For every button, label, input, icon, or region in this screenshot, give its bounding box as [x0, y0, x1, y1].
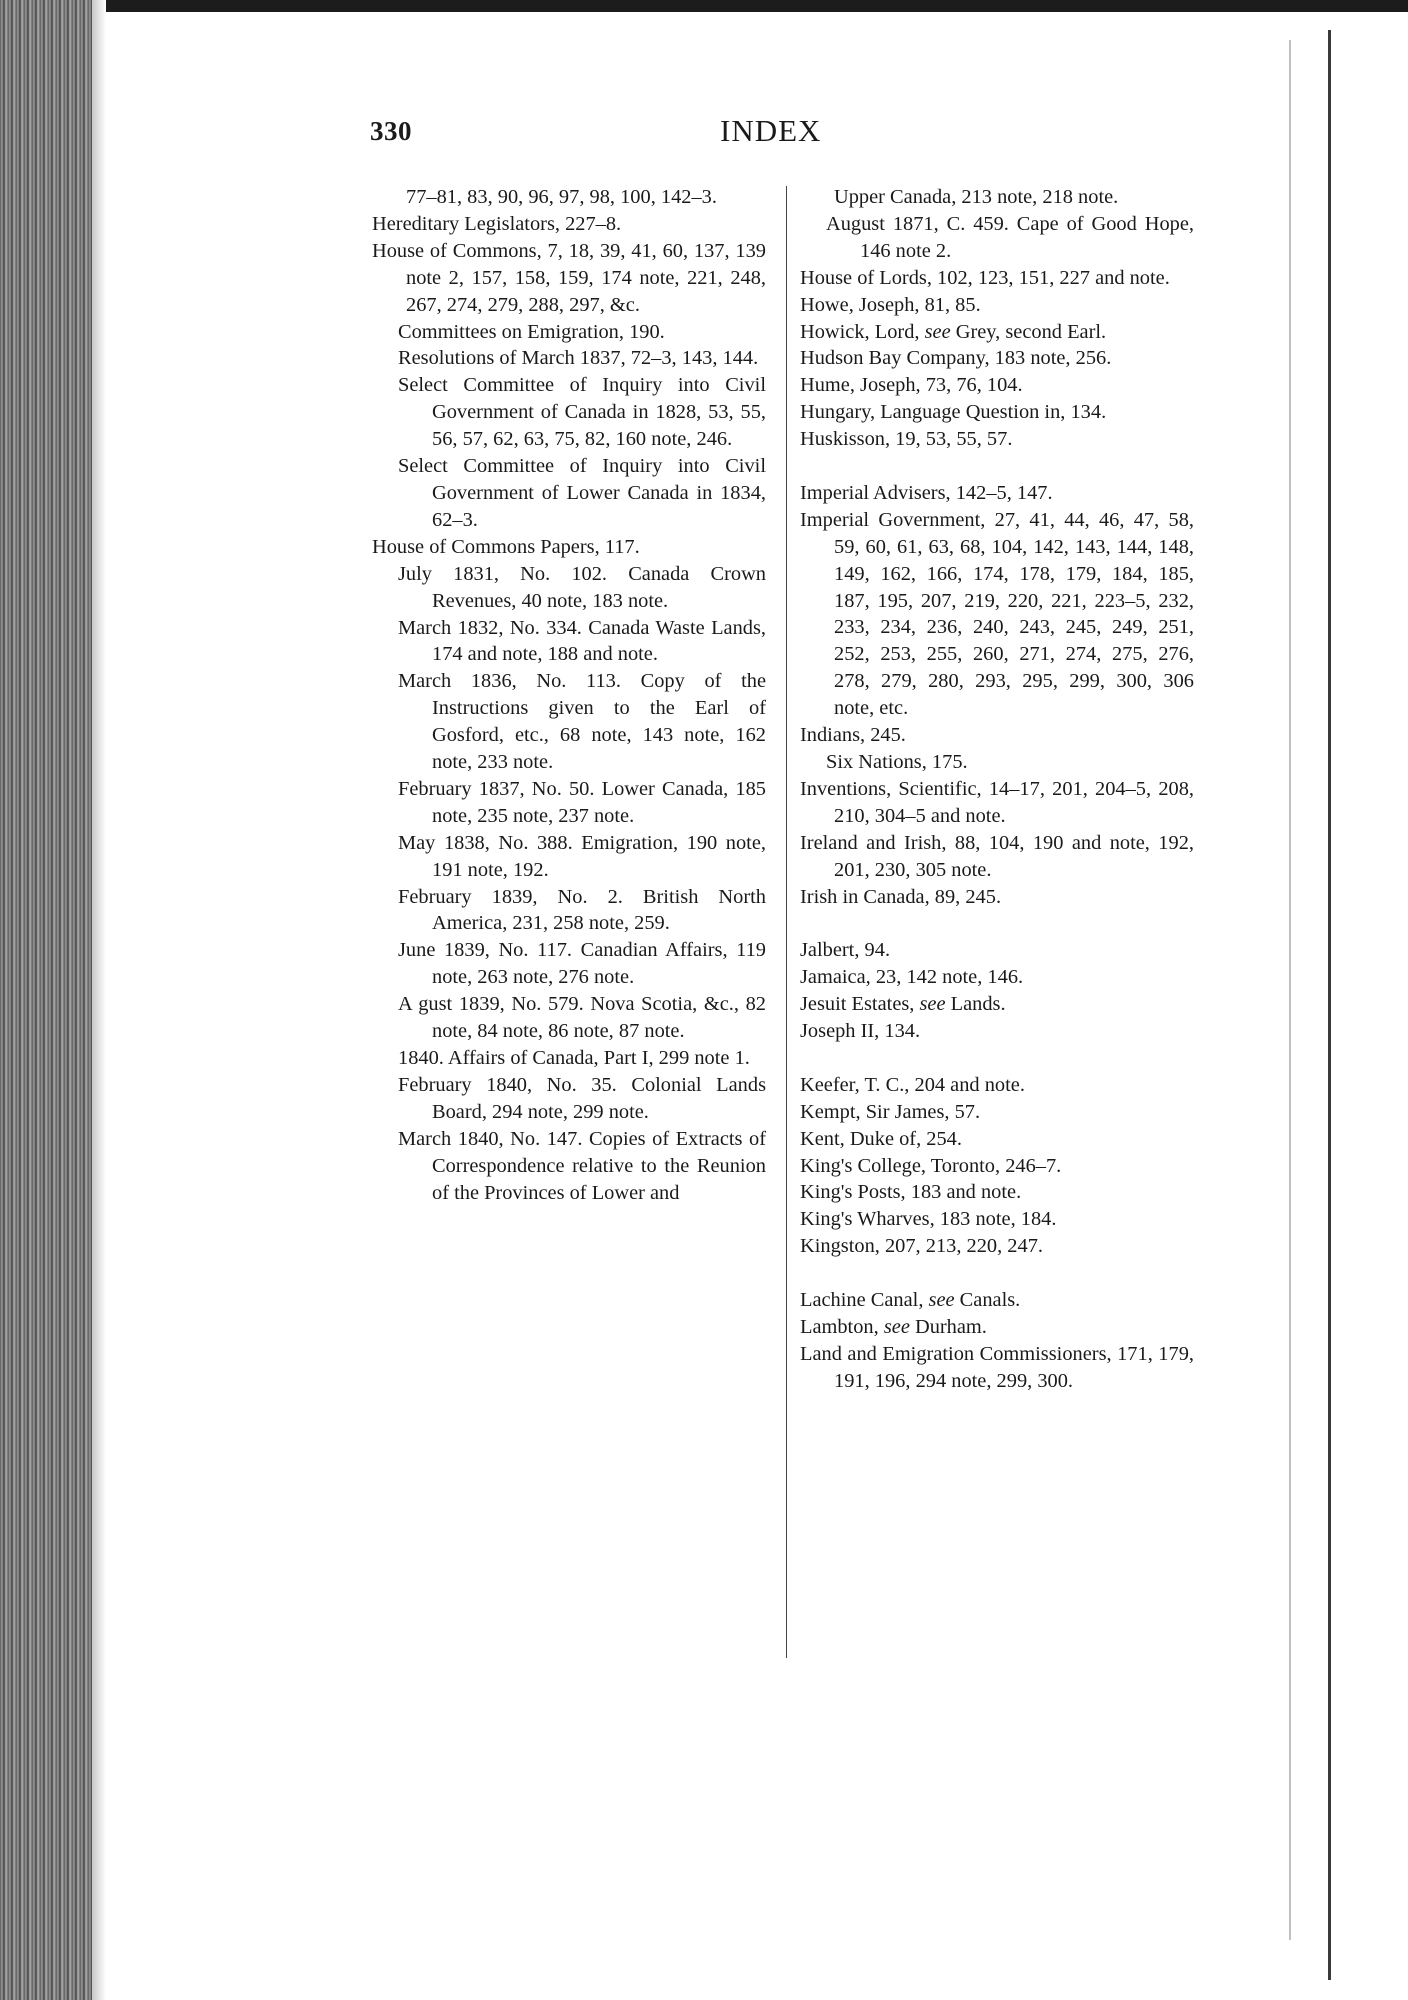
index-subentry — [372, 668, 766, 776]
entry-text: Inventions, Scientific, 14–17, 201, 204–5, 208, 210, 304–5 and note. — [800, 777, 1194, 827]
entry-text: King's Posts, 183 and note. — [800, 1181, 1022, 1204]
index-entry — [800, 480, 1194, 507]
index-subentry — [372, 319, 766, 346]
index-entry — [372, 211, 766, 238]
entry-text: Joseph II, 134. — [800, 1020, 921, 1043]
index-entry — [800, 1099, 1194, 1126]
index-entry — [800, 1341, 1194, 1395]
entry-text: Jalbert, 94. — [800, 939, 891, 962]
entry-text: Jamaica, 23, 142 note, 146. — [800, 966, 1024, 989]
entry-text: Resolutions of March 1837, 72–3, 143, 144. — [398, 347, 759, 370]
index-entry — [800, 830, 1194, 884]
index-entry — [800, 372, 1194, 399]
index-entry — [800, 507, 1194, 722]
index-entry — [800, 1206, 1194, 1233]
index-subentry — [372, 1126, 766, 1207]
entry-text: Committees on Emigration, 190. — [398, 320, 665, 343]
entry-text: February 1840, No. 35. Colonial Lands Board, 294 note, 299 note. — [398, 1073, 766, 1123]
index-subentry — [372, 937, 766, 991]
index-entry — [372, 238, 766, 319]
entry-text: February 1839, No. 2. British North America, 231, 258 note, 259. — [398, 885, 766, 935]
index-subentry — [372, 776, 766, 830]
index-entry — [800, 991, 1194, 1018]
entry-text: Lambton, — [800, 1316, 884, 1338]
cross-reference-target: Grey, second Earl. — [950, 320, 1107, 343]
cross-reference-see: see — [928, 1289, 955, 1312]
entry-text: Kempt, Sir James, 57. — [800, 1100, 981, 1123]
entry-text: Jesuit Estates, — [800, 993, 920, 1016]
entry-text: Imperial Government, 27, 41, 44, 46, 47, 58, 59, 60, 61, 63, 68, 104, 142, 143, 144, 148, 149, 162, 166, 174, 178, 179, 184, 185, 187, 195, 207, 219, 220, 221, 223–5, 232, 233, 234, 236, 240, 243, 245, 249, 251, 252, 253, 255, 260, 271, 274, 275, 276, 278, 279, 280, 293, 295, 299, 300, 306 note, etc. — [800, 508, 1194, 720]
index-entry — [800, 1179, 1194, 1206]
cross-reference-target: Durham. — [909, 1316, 987, 1338]
index-entry — [800, 884, 1194, 911]
index-subentry — [372, 884, 766, 938]
right-index-column — [800, 184, 1194, 1395]
index-entry — [800, 722, 1194, 749]
index-entry — [800, 937, 1194, 964]
index-entry — [800, 1126, 1194, 1153]
entry-text: Kent, Duke of, 254. — [800, 1127, 962, 1150]
page-title: INDEX — [720, 113, 822, 148]
index-entry-continuation — [372, 184, 766, 211]
index-entry — [800, 1072, 1194, 1099]
index-subentry — [372, 561, 766, 615]
entry-text: Indians, 245. — [800, 724, 906, 747]
entry-text: Lachine Canal, — [800, 1289, 929, 1312]
entry-text: Huskisson, 19, 53, 55, 57. — [800, 428, 1013, 451]
index-subentry — [372, 615, 766, 669]
letter-group-gap — [800, 1260, 1194, 1287]
entry-text: Keefer, T. C., 204 and note. — [800, 1073, 1025, 1096]
entry-text: Hereditary Legislators, 227–8. — [372, 212, 622, 235]
index-entry — [372, 534, 766, 561]
entry-text: Six Nations, 175. — [826, 751, 968, 774]
index-subentry — [800, 749, 1194, 776]
entry-text: A gust 1839, No. 579. Nova Scotia, &c., 82 note, 84 note, 86 note, 87 note. — [398, 993, 766, 1043]
entry-text: House of Lords, 102, 123, 151, 227 and note. — [800, 266, 1170, 289]
index-entry — [800, 345, 1194, 372]
letter-group-gap — [800, 910, 1194, 937]
index-entry — [800, 964, 1194, 991]
entry-text: Hume, Joseph, 73, 76, 104. — [800, 374, 1023, 397]
entry-text: Irish in Canada, 89, 245. — [800, 885, 1002, 908]
cross-reference-see: see — [924, 320, 951, 343]
entry-text: February 1837, No. 50. Lower Canada, 185 note, 235 note, 237 note. — [398, 777, 766, 827]
entry-text: 1840. Affairs of Canada, Part I, 299 note 1. — [398, 1047, 750, 1069]
index-entry — [800, 319, 1194, 346]
entry-text: July 1831, No. 102. Canada Crown Revenues, 40 note, 183 note. — [398, 562, 766, 612]
index-entry-continuation — [800, 184, 1194, 211]
entry-text: March 1840, No. 147. Copies of Extracts of Correspondence relative to the Reunion of the Provinces of Lower and — [398, 1127, 766, 1204]
index-subentry — [372, 372, 766, 453]
entry-text: August 1871, C. 459. Cape of Good Hope, 146 note 2. — [826, 212, 1194, 262]
index-entry — [800, 265, 1194, 292]
column-divider — [786, 186, 787, 1658]
index-entry — [800, 399, 1194, 426]
page-number: 330 — [370, 116, 412, 146]
cross-reference-target: Canals. — [954, 1289, 1021, 1312]
cross-reference-see: see — [883, 1316, 910, 1338]
index-subentry — [372, 1045, 766, 1072]
letter-group-gap — [800, 1045, 1194, 1072]
entry-text: Land and Emigration Commissioners, 171, 179, 191, 196, 294 note, 299, 300. — [800, 1342, 1194, 1392]
index-subentry — [372, 830, 766, 884]
entry-text: Hungary, Language Question in, 134. — [800, 401, 1107, 424]
entry-text: March 1832, No. 334. Canada Waste Lands, 174 and note, 188 and note. — [398, 616, 766, 666]
entry-text: May 1838, No. 388. Emigration, 190 note, 191 note, 192. — [398, 831, 766, 881]
entry-text: Upper Canada, 213 note, 218 note. — [834, 186, 1119, 208]
entry-text: King's Wharves, 183 note, 184. — [800, 1208, 1057, 1231]
entry-text: Howick, Lord, — [800, 320, 925, 343]
entry-text: Hudson Bay Company, 183 note, 256. — [800, 347, 1112, 370]
index-entry — [800, 1018, 1194, 1045]
index-subentry — [372, 345, 766, 372]
entry-text: March 1836, No. 113. Copy of the Instructions given to the Earl of Gosford, etc., 68 note, 143 note, 162 note, 233 note. — [398, 670, 766, 774]
entry-text: Select Committee of Inquiry into Civil Government of Canada in 1828, 53, 55, 56, 57, 62, 63, 75, 82, 160 note, 246. — [398, 374, 766, 451]
entry-text: June 1839, No. 117. Canadian Affairs, 119 note, 263 note, 276 note. — [398, 939, 766, 989]
index-subentry — [372, 991, 766, 1045]
cross-reference-see: see — [919, 993, 946, 1016]
index-subentry — [372, 453, 766, 534]
index-entry — [800, 1153, 1194, 1180]
entry-text: House of Commons Papers, 117. — [372, 535, 640, 558]
left-index-column — [372, 184, 766, 1206]
entry-text: King's College, Toronto, 246–7. — [800, 1154, 1062, 1177]
entry-text: Kingston, 207, 213, 220, 247. — [800, 1235, 1043, 1258]
index-entry — [800, 426, 1194, 453]
entry-text: Ireland and Irish, 88, 104, 190 and note, 192, 201, 230, 305 note. — [800, 831, 1194, 881]
index-subentry — [800, 211, 1194, 265]
entry-text: Select Committee of Inquiry into Civil Government of Lower Canada in 1834, 62–3. — [398, 455, 766, 531]
letter-group-gap — [800, 453, 1194, 480]
index-entry — [800, 1233, 1194, 1260]
index-entry — [800, 1314, 1194, 1341]
index-subentry — [372, 1072, 766, 1126]
entry-text: Imperial Advisers, 142–5, 147. — [800, 481, 1053, 504]
entry-text: 77–81, 83, 90, 96, 97, 98, 100, 142–3. — [406, 186, 717, 208]
index-entry — [800, 1287, 1194, 1314]
index-entry — [800, 776, 1194, 830]
cross-reference-target: Lands. — [945, 993, 1006, 1016]
entry-text: House of Commons, 7, 18, 39, 41, 60, 137, 139 note 2, 157, 158, 159, 174 note, 221, 248, 267, 274, 279, 288, 297, &c. — [372, 239, 766, 316]
entry-text: Howe, Joseph, 81, 85. — [800, 293, 981, 316]
index-entry — [800, 292, 1194, 319]
